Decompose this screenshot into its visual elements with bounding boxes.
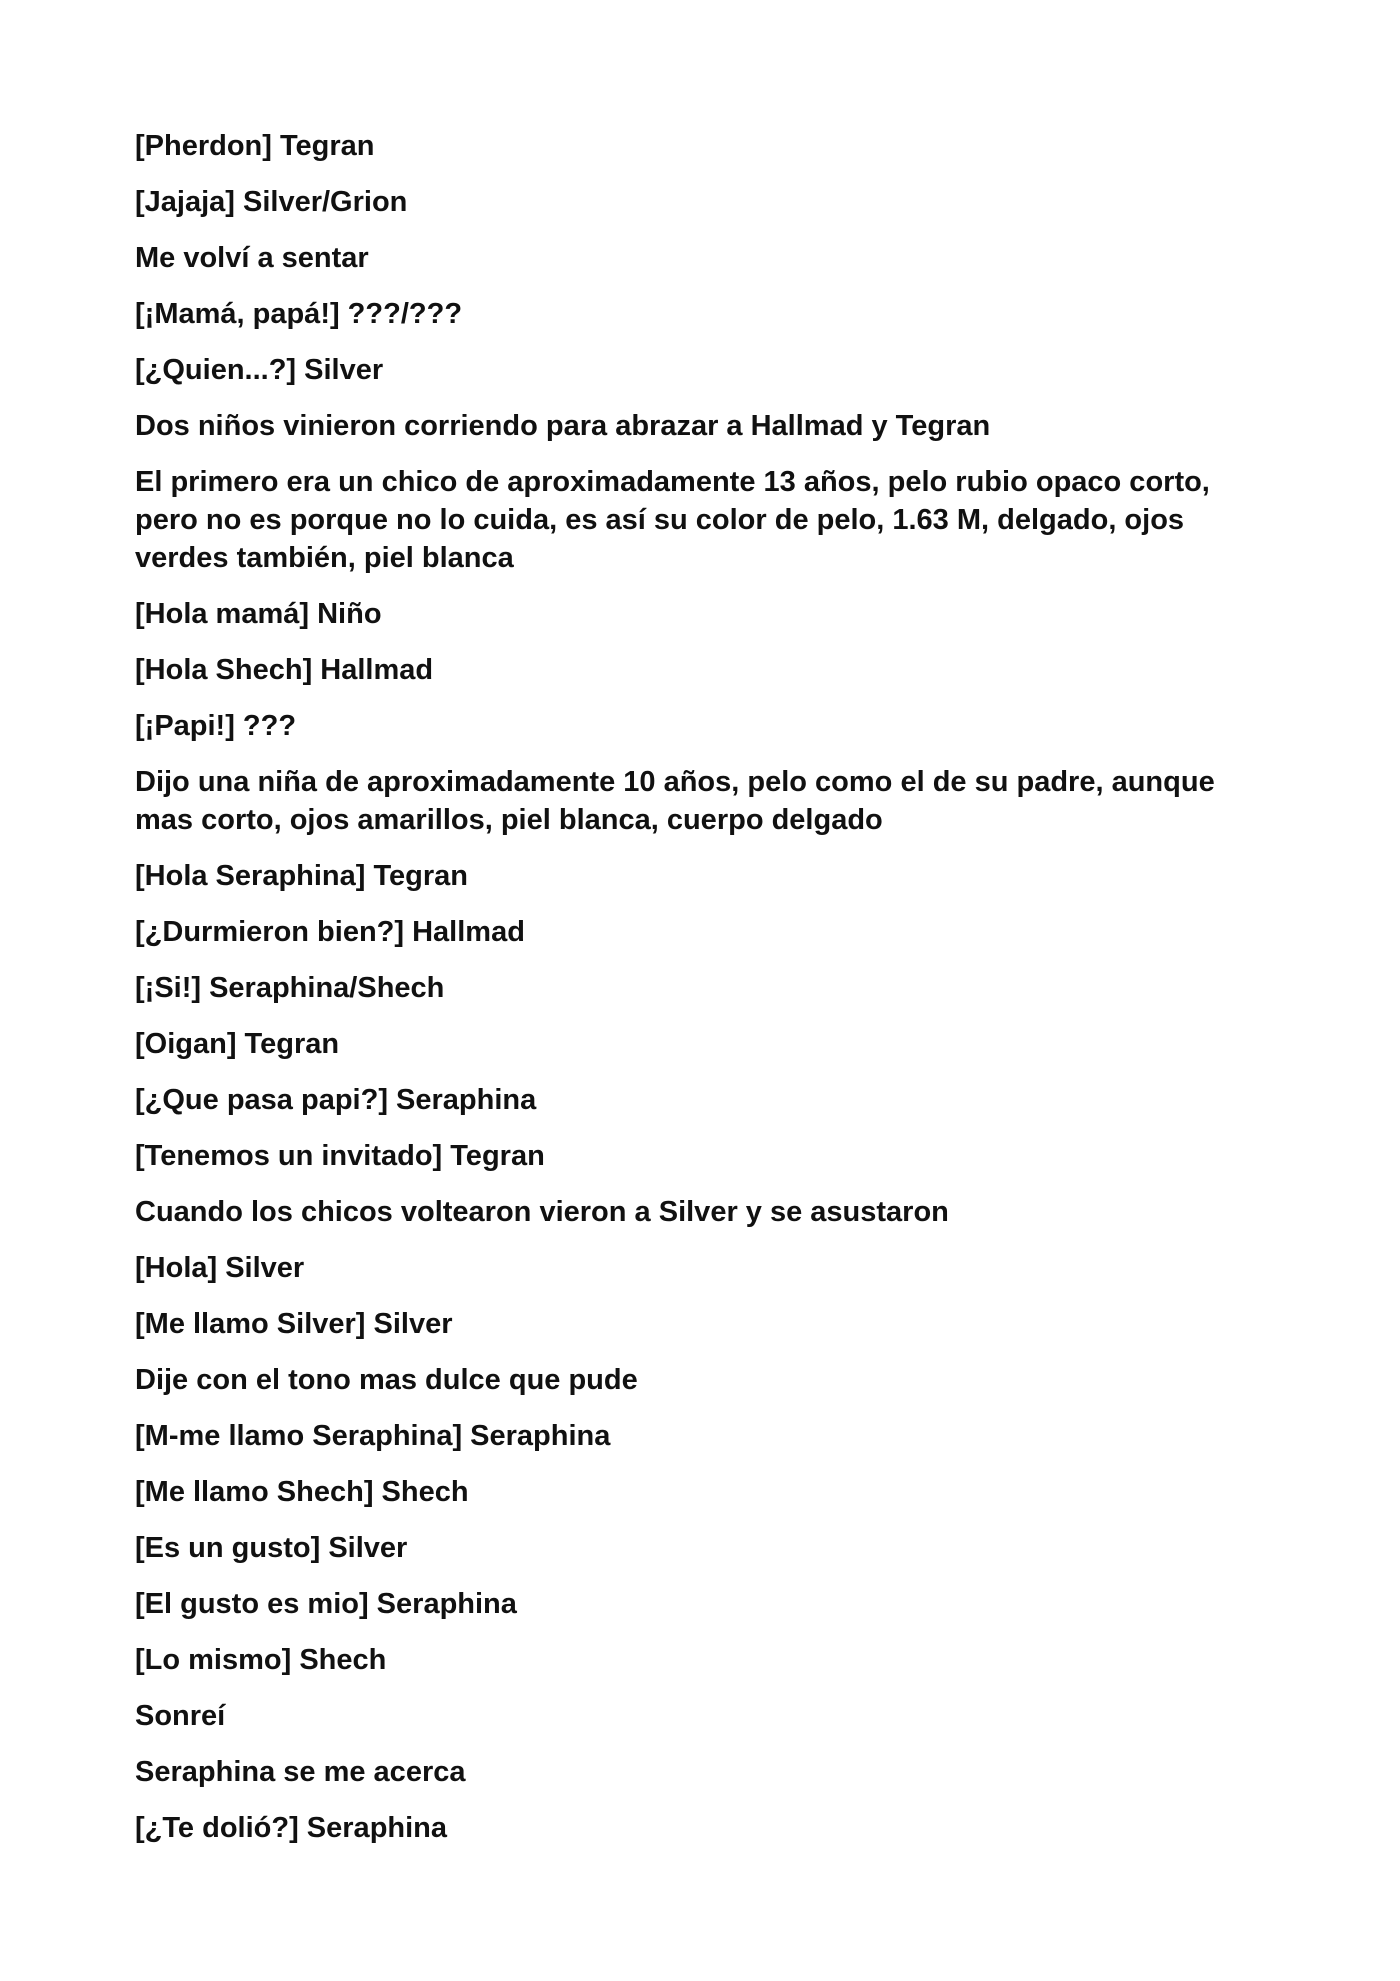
paragraph: [¡Si!] Seraphina/Shech — [135, 972, 445, 1004]
paragraph: Dije con el tono mas dulce que pude — [135, 1364, 638, 1396]
paragraph: [Hola Shech] Hallmad — [135, 654, 434, 686]
paragraph: [Oigan] Tegran — [135, 1028, 340, 1060]
paragraph: [¿Te dolió?] Seraphina — [135, 1812, 448, 1844]
paragraph: [¿Que pasa papi?] Seraphina — [135, 1084, 537, 1116]
paragraph: [Hola] Silver — [135, 1252, 305, 1284]
paragraph: [M-me llamo Seraphina] Seraphina — [135, 1420, 611, 1452]
paragraph: Sonreí — [135, 1700, 226, 1732]
paragraph: Seraphina se me acerca — [135, 1756, 466, 1788]
paragraph: Me volví a sentar — [135, 242, 369, 274]
paragraph: [¡Mamá, papá!] ???/??? — [135, 298, 463, 330]
paragraph: [Lo mismo] Shech — [135, 1644, 387, 1676]
paragraph: [Es un gusto] Silver — [135, 1532, 408, 1564]
paragraph: [¿Durmieron bien?] Hallmad — [135, 916, 525, 948]
paragraph: [Me llamo Silver] Silver — [135, 1308, 453, 1340]
paragraph: [¿Quien...?] Silver — [135, 354, 384, 386]
paragraph: [Me llamo Shech] Shech — [135, 1476, 469, 1508]
paragraph: Dijo una niña de aproximadamente 10 años, pelo como el de su padre, aunque mas corto, ojos amarillos, piel blanca, cuerpo delgado — [135, 766, 1215, 836]
paragraph: [Tenemos un invitado] Tegran — [135, 1140, 545, 1172]
paragraph: [Jajaja] Silver/Grion — [135, 186, 408, 218]
paragraph: Cuando los chicos voltearon vieron a Silver y se asustaron — [135, 1196, 949, 1228]
document-body — [135, 127, 1275, 1865]
paragraph: [Hola Seraphina] Tegran — [135, 860, 469, 892]
paragraph: [Pherdon] Tegran — [135, 130, 375, 162]
paragraph: Dos niños vinieron corriendo para abrazar a Hallmad y Tegran — [135, 410, 991, 442]
paragraph: [El gusto es mio] Seraphina — [135, 1588, 517, 1620]
paragraph: [¡Papi!] ??? — [135, 710, 297, 742]
paragraph: [Hola mamá] Niño — [135, 598, 382, 630]
paragraph: El primero era un chico de aproximadamente 13 años, pelo rubio opaco corto, pero no es porque no lo cuida, es así su color de pelo, 1.63 M, delgado, ojos verdes también, piel blanca — [135, 466, 1210, 574]
